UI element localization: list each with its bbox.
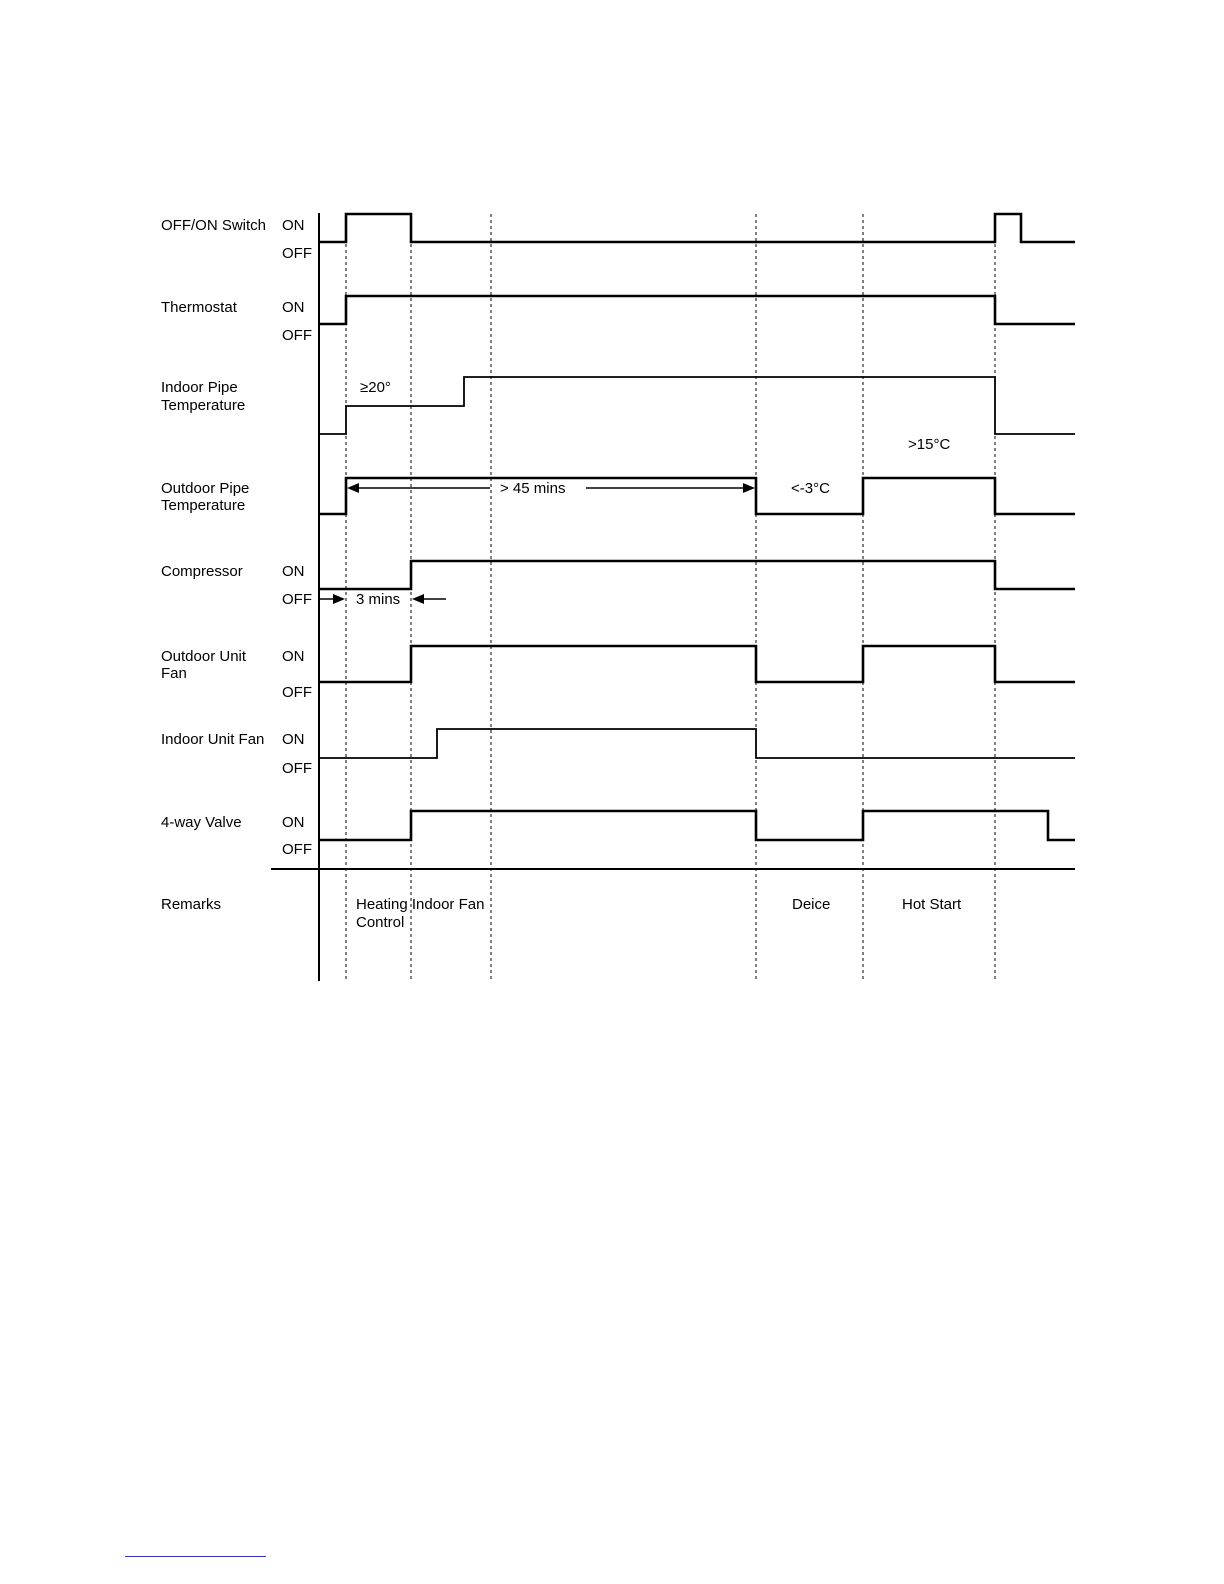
- state-off-thermostat: OFF: [282, 327, 312, 344]
- signal-labels: [161, 217, 266, 831]
- signal-label-valve: 4-way Valve: [161, 814, 242, 831]
- state-on-thermostat: ON: [282, 299, 305, 316]
- time-guides: [346, 214, 995, 980]
- remark-heating-fan-control-2: Control: [356, 914, 405, 931]
- state-off-outdoor-fan: OFF: [282, 684, 312, 701]
- remark-heating-fan-control-1: Heating Indoor Fan: [356, 896, 485, 913]
- waveform-compressor: [320, 561, 1075, 589]
- state-off-indoor-fan: OFF: [282, 760, 312, 777]
- annotation-compressor-delay: 3 mins: [356, 591, 401, 608]
- signal-label-outdoor-pipe-1: Outdoor Pipe: [161, 480, 250, 497]
- waveform-valve: [320, 811, 1075, 840]
- annotation-hot-start-temp: >15°C: [908, 436, 951, 453]
- annotation-deice-temp: <-3°C: [791, 480, 830, 497]
- compressor-delay-arrowhead-left: [333, 594, 345, 604]
- waveform-outdoor-fan: [320, 646, 1075, 682]
- defrost-arrowhead-left: [347, 483, 359, 493]
- waveform-switch: [320, 214, 1075, 242]
- signal-label-switch: OFF/ON Switch: [161, 217, 267, 234]
- waveforms: [320, 214, 1075, 840]
- signal-label-compressor: Compressor: [161, 563, 243, 580]
- signal-label-outdoor-fan-1: Outdoor Unit: [161, 648, 247, 665]
- signal-label-indoor-fan: Indoor Unit Fan: [161, 731, 265, 748]
- state-on-outdoor-fan: ON: [282, 648, 305, 665]
- waveform-indoor-fan: [320, 729, 1075, 758]
- state-off-compressor: OFF: [282, 591, 312, 608]
- compressor-delay-arrowhead-right: [412, 594, 424, 604]
- remark-hot-start: Hot Start: [902, 896, 962, 913]
- annotations: [319, 379, 950, 608]
- state-on-switch: ON: [282, 217, 305, 234]
- annotation-indoor-pipe-threshold: ≥20°: [360, 379, 391, 396]
- waveform-thermostat: [320, 296, 1075, 324]
- remark-deice: Deice: [792, 896, 831, 913]
- defrost-arrowhead-right: [743, 483, 755, 493]
- signal-label-indoor-pipe-2: Temperature: [161, 397, 246, 414]
- waveform-outdoor-pipe: [320, 478, 1075, 514]
- annotation-defrost-interval: > 45 mins: [500, 480, 566, 497]
- state-on-indoor-fan: ON: [282, 731, 305, 748]
- state-labels: [282, 217, 312, 858]
- signal-label-thermostat: Thermostat: [161, 299, 237, 316]
- state-on-valve: ON: [282, 814, 305, 831]
- signal-label-indoor-pipe-1: Indoor Pipe: [161, 379, 238, 396]
- remarks: [161, 896, 962, 931]
- state-off-switch: OFF: [282, 245, 312, 262]
- waveform-indoor-pipe: [320, 377, 1075, 434]
- state-on-compressor: ON: [282, 563, 305, 580]
- remarks-label: Remarks: [161, 896, 222, 913]
- footnote-rule: [125, 1556, 266, 1557]
- state-off-valve: OFF: [282, 841, 312, 858]
- signal-label-outdoor-fan-2: Fan: [161, 665, 187, 682]
- signal-label-outdoor-pipe-2: Temperature: [161, 497, 246, 514]
